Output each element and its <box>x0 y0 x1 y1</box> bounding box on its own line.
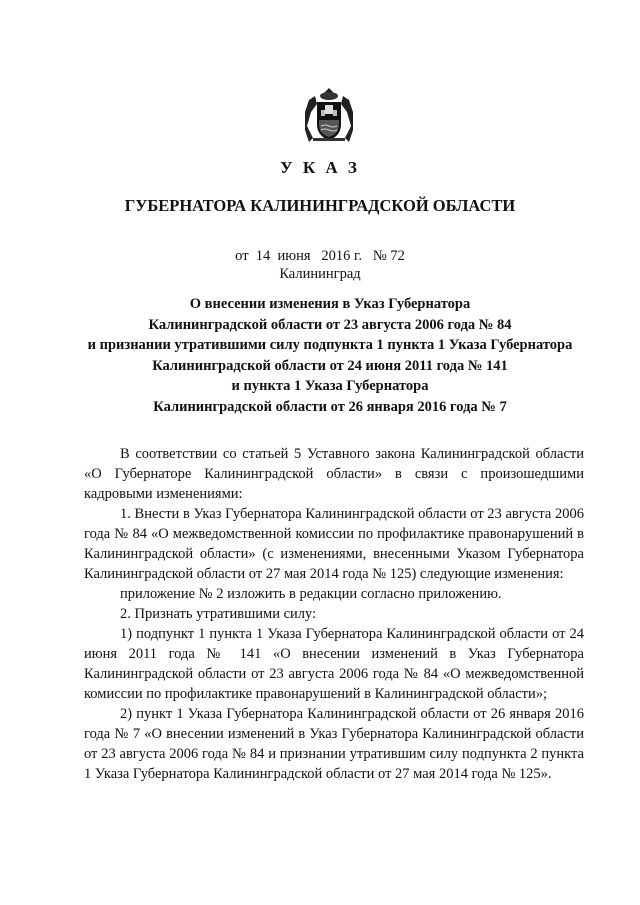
decree-body <box>84 444 584 784</box>
decree-subject <box>80 294 580 417</box>
paragraph-item-2: 2. Признать утратившими силу: <box>120 606 317 622</box>
subject-line: и пункта 1 Указа Губернатора <box>231 378 429 394</box>
paragraph-item-1-content: приложение № 2 изложить в редакции согласно приложению. <box>120 586 502 602</box>
subject-line: Калининградской области от 23 августа 2006 года № 84 <box>148 316 512 333</box>
city-line: Калининград <box>279 266 361 282</box>
coat-of-arms-emblem <box>303 86 355 144</box>
paragraph-item-1: 1. Внести в Указ Губернатора Калининградской области от 23 августа 2006 года № 84 «О межведомственной комиссии по профилактике правонарушений в Калининградской области» (с изменениями, внесенными Указом Губернатора Калининградской области от 27 мая 2014 года № 125) следующие изменения: <box>84 506 584 582</box>
issuer-title: ГУБЕРНАТОРА КАЛИНИНГРАДСКОЙ ОБЛАСТИ <box>124 196 516 215</box>
subject-line: О внесении изменения в Указ Губернатора <box>189 296 471 312</box>
subject-line: Калининградской области от 24 июня 2011 года № 141 <box>152 357 508 374</box>
document-type-title: У К А З <box>280 158 360 177</box>
paragraph-item-2-sub-2: 2) пункт 1 Указа Губернатора Калининградской области от 26 января 2016 года № 7 «О внесении изменений в Указ Губернатора Калининградской области от 23 августа 2006 года № 84 и признании утратившим силу подпункта 2 пункта 1 Указа Губернатора Калининградской области от 27 мая 2014 года № 125». <box>84 706 584 782</box>
subject-line: Калининградской области от 26 января 2016 года № 7 <box>153 398 507 415</box>
subject-line: и признании утратившими силу подпункта 1 пункта 1 Указа Губернатора <box>87 337 573 353</box>
paragraph-preamble: В соответствии со статьей 5 Уставного закона Калининградской области «О Губернаторе Калининградской области» в связи с произошедшими кадровыми изменениями: <box>84 446 584 502</box>
paragraph-item-2-sub-1: 1) подпункт 1 пункта 1 Указа Губернатора Калининградской области от 24 июня 2011 года № 141 «О внесении изменений в Указ Губернатора Калининградской области от 23 августа 2006 года № 84 «О межведомственной комиссии по профилактике правонарушений в Калининградской области»; <box>84 626 584 702</box>
date-number-line: от 14 июня 2016 г. № 72 <box>235 248 405 264</box>
